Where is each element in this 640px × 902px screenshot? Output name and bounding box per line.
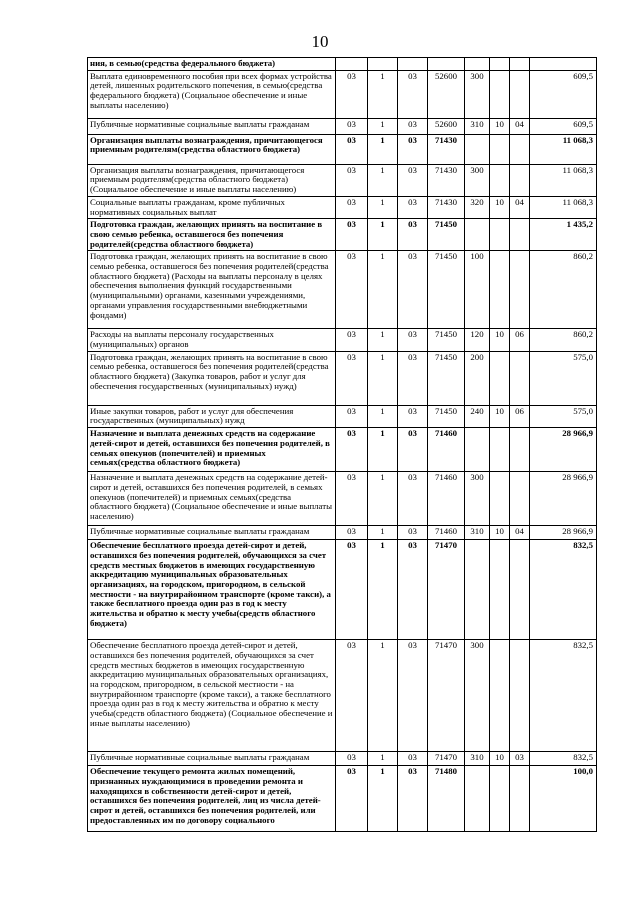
cell-subsection: 03 xyxy=(398,196,428,218)
table-row xyxy=(88,405,597,427)
cell-subsection: 03 xyxy=(398,428,428,472)
cell-expense-type xyxy=(465,540,490,640)
cell-extra-code xyxy=(510,428,530,472)
cell-section: 1 xyxy=(368,251,398,329)
cell-subsection: 03 xyxy=(398,251,428,329)
table-row xyxy=(88,640,597,752)
cell-expense-type xyxy=(465,134,490,164)
cell-extra-code xyxy=(510,134,530,164)
cell-extra-code xyxy=(510,640,530,752)
cell-kosgu xyxy=(490,540,510,640)
row-name: Иные закупки товаров, работ и услуг для обеспечения государственных (муниципальных) нужд xyxy=(88,405,336,427)
cell-kosgu xyxy=(490,58,510,71)
cell-expense-type: 320 xyxy=(465,196,490,218)
cell-expense-type xyxy=(465,428,490,472)
cell-kosgu xyxy=(490,428,510,472)
cell-grbs: 03 xyxy=(336,540,368,640)
row-name: Подготовка граждан, желающих принять на воспитание в свою семью ребенка, оставшегося без попечения родителей(средства областного бюджета) (Расходы на выплаты персоналу в целях обеспечения выполнения функций государственными (муниципальными) органами, казенными учреждениями, органами управления государственными внебюджетными фондами) xyxy=(88,251,336,329)
cell-expense-type: 310 xyxy=(465,526,490,540)
cell-kosgu xyxy=(490,70,510,118)
table-row xyxy=(88,58,597,71)
cell-grbs: 03 xyxy=(336,640,368,752)
cell-sum: 860,2 xyxy=(530,329,597,351)
cell-subsection: 03 xyxy=(398,405,428,427)
cell-grbs: 03 xyxy=(336,251,368,329)
cell-section: 1 xyxy=(368,526,398,540)
row-name: Подготовка граждан, желающих принять на воспитание в свою семью ребенка, оставшегося без попечения родителей(средства областного бюджета) (Закупка товаров, работ и услуг для обеспечения государственных (муниципальных) нужд) xyxy=(88,351,336,405)
table-row xyxy=(88,526,597,540)
cell-sum: 11 068,3 xyxy=(530,134,597,164)
cell-subsection: 03 xyxy=(398,540,428,640)
cell-sum: 11 068,3 xyxy=(530,164,597,196)
cell-expense-type: 300 xyxy=(465,164,490,196)
table-row xyxy=(88,472,597,526)
cell-section: 1 xyxy=(368,405,398,427)
cell-extra-code xyxy=(510,251,530,329)
cell-section: 1 xyxy=(368,540,398,640)
cell-target-article: 71450 xyxy=(428,351,465,405)
row-name: Обеспечение текущего ремонта жилых помещений, признанных нуждающимися в проведении ремонта и находящихся в собственности детей-сирот и детей, оставшихся без попечения родителей, лиц из числа детей-сирот и детей, оставшихся без попечения родителей, или предоставленных им по договору социального xyxy=(88,766,336,832)
cell-kosgu xyxy=(490,640,510,752)
cell-kosgu xyxy=(490,164,510,196)
cell-target-article: 71450 xyxy=(428,251,465,329)
cell-sum: 832,5 xyxy=(530,640,597,752)
cell-expense-type xyxy=(465,766,490,832)
cell-extra-code: 03 xyxy=(510,752,530,766)
cell-target-article: 71450 xyxy=(428,329,465,351)
cell-sum: 100,0 xyxy=(530,766,597,832)
cell-extra-code: 04 xyxy=(510,526,530,540)
cell-kosgu xyxy=(490,351,510,405)
cell-kosgu xyxy=(490,251,510,329)
cell-extra-code xyxy=(510,219,530,251)
cell-extra-code: 04 xyxy=(510,118,530,134)
cell-grbs: 03 xyxy=(336,164,368,196)
cell-subsection: 03 xyxy=(398,164,428,196)
row-name: Организация выплаты вознаграждения, причитающегося приемным родителям(средства областного бюджета) xyxy=(88,134,336,164)
cell-grbs: 03 xyxy=(336,118,368,134)
cell-subsection: 03 xyxy=(398,526,428,540)
cell-extra-code xyxy=(510,766,530,832)
cell-expense-type xyxy=(465,58,490,71)
table-row xyxy=(88,196,597,218)
cell-extra-code: 06 xyxy=(510,405,530,427)
cell-section xyxy=(368,58,398,71)
cell-grbs: 03 xyxy=(336,766,368,832)
cell-subsection: 03 xyxy=(398,70,428,118)
row-name: Расходы на выплаты персоналу государственных (муниципальных) органов xyxy=(88,329,336,351)
cell-grbs: 03 xyxy=(336,70,368,118)
cell-expense-type: 100 xyxy=(465,251,490,329)
table-row xyxy=(88,70,597,118)
cell-expense-type: 200 xyxy=(465,351,490,405)
cell-sum xyxy=(530,58,597,71)
cell-subsection: 03 xyxy=(398,766,428,832)
cell-section: 1 xyxy=(368,134,398,164)
cell-section: 1 xyxy=(368,752,398,766)
cell-subsection: 03 xyxy=(398,134,428,164)
cell-sum: 575,0 xyxy=(530,351,597,405)
table-row xyxy=(88,134,597,164)
cell-subsection: 03 xyxy=(398,329,428,351)
table-row xyxy=(88,752,597,766)
cell-target-article: 71470 xyxy=(428,752,465,766)
cell-grbs: 03 xyxy=(336,526,368,540)
table-row xyxy=(88,540,597,640)
cell-grbs: 03 xyxy=(336,134,368,164)
cell-subsection: 03 xyxy=(398,351,428,405)
cell-subsection: 03 xyxy=(398,219,428,251)
cell-subsection: 03 xyxy=(398,118,428,134)
cell-section: 1 xyxy=(368,329,398,351)
row-name: Обеспечение бесплатного проезда детей-сирот и детей, оставшихся без попечения родителей, обучающихся за счет средств местных бюджетов в имеющих государственную аккредитацию муниципальных образовательных организациях, на городском, пригородном, в сельской местности - на внутрирайонном транспорте (кроме такси), а также бесплатного проезда один раз в год к месту жительства и обратно к месту учебы(средств областного бюджета) (Социальное обеспечение и иные выплаты населению) xyxy=(88,640,336,752)
cell-extra-code: 06 xyxy=(510,329,530,351)
cell-sum: 609,5 xyxy=(530,70,597,118)
cell-grbs: 03 xyxy=(336,219,368,251)
cell-section: 1 xyxy=(368,196,398,218)
cell-target-article xyxy=(428,58,465,71)
cell-section: 1 xyxy=(368,164,398,196)
cell-kosgu: 10 xyxy=(490,526,510,540)
cell-sum: 832,5 xyxy=(530,752,597,766)
cell-section: 1 xyxy=(368,472,398,526)
cell-extra-code xyxy=(510,58,530,71)
cell-subsection: 03 xyxy=(398,752,428,766)
cell-grbs: 03 xyxy=(336,472,368,526)
cell-section: 1 xyxy=(368,640,398,752)
row-name: Выплата единовременного пособия при всех формах устройства детей, лишенных родительского попечения, в семью(средства федерального бюджета) (Социальное обеспечение и иные выплаты населению) xyxy=(88,70,336,118)
cell-expense-type: 300 xyxy=(465,640,490,752)
cell-expense-type: 310 xyxy=(465,752,490,766)
cell-grbs: 03 xyxy=(336,428,368,472)
cell-target-article: 71460 xyxy=(428,428,465,472)
cell-sum: 860,2 xyxy=(530,251,597,329)
cell-expense-type: 240 xyxy=(465,405,490,427)
cell-extra-code xyxy=(510,70,530,118)
cell-target-article: 71470 xyxy=(428,640,465,752)
cell-kosgu: 10 xyxy=(490,118,510,134)
cell-subsection xyxy=(398,58,428,71)
cell-target-article: 71470 xyxy=(428,540,465,640)
cell-section: 1 xyxy=(368,118,398,134)
cell-sum: 28 966,9 xyxy=(530,428,597,472)
table-row xyxy=(88,164,597,196)
row-name: Социальные выплаты гражданам, кроме публичных нормативных социальных выплат xyxy=(88,196,336,218)
cell-section: 1 xyxy=(368,351,398,405)
cell-target-article: 52600 xyxy=(428,118,465,134)
cell-sum: 28 966,9 xyxy=(530,526,597,540)
row-name: Назначение и выплата денежных средств на содержание детей-сирот и детей, оставшихся без попечения родителей, в семьях опекунов (попечителей) и приемных семьях(средства областного бюджета) (Социальное обеспечение и иные выплаты населению) xyxy=(88,472,336,526)
cell-kosgu xyxy=(490,219,510,251)
cell-kosgu xyxy=(490,134,510,164)
cell-target-article: 52600 xyxy=(428,70,465,118)
cell-sum: 11 068,3 xyxy=(530,196,597,218)
cell-grbs xyxy=(336,58,368,71)
cell-sum: 609,5 xyxy=(530,118,597,134)
cell-kosgu: 10 xyxy=(490,329,510,351)
cell-grbs: 03 xyxy=(336,405,368,427)
cell-section: 1 xyxy=(368,70,398,118)
budget-table-body xyxy=(88,58,597,832)
cell-kosgu: 10 xyxy=(490,196,510,218)
table-row xyxy=(88,766,597,832)
table-row xyxy=(88,428,597,472)
cell-target-article: 71460 xyxy=(428,472,465,526)
cell-grbs: 03 xyxy=(336,329,368,351)
cell-extra-code xyxy=(510,540,530,640)
cell-target-article: 71450 xyxy=(428,405,465,427)
row-name: Публичные нормативные социальные выплаты гражданам xyxy=(88,752,336,766)
cell-grbs: 03 xyxy=(336,196,368,218)
budget-table xyxy=(87,57,597,832)
cell-sum: 832,5 xyxy=(530,540,597,640)
cell-kosgu: 10 xyxy=(490,405,510,427)
row-name: Обеспечение бесплатного проезда детей-сирот и детей, оставшихся без попечения родителей, обучающихся за счет средств местных бюджетов в имеющих государственную аккредитацию муниципальных образовательных организациях, на городском, пригородном, в сельской местности - на внутрирайонном транспорте (кроме такси), а также бесплатного проезда один раз в год к месту жительства и обратно к месту учебы(средств областного бюджета) xyxy=(88,540,336,640)
cell-target-article: 71460 xyxy=(428,526,465,540)
row-name: Публичные нормативные социальные выплаты гражданам xyxy=(88,118,336,134)
page-number: 10 xyxy=(311,32,329,51)
row-name: Подготовка граждан, желающих принять на воспитание в свою семью ребенка, оставшегося без попечения родителей(средства областного бюджета) xyxy=(88,219,336,251)
cell-subsection: 03 xyxy=(398,640,428,752)
cell-target-article: 71480 xyxy=(428,766,465,832)
cell-section: 1 xyxy=(368,428,398,472)
cell-target-article: 71430 xyxy=(428,164,465,196)
cell-section: 1 xyxy=(368,219,398,251)
cell-extra-code: 04 xyxy=(510,196,530,218)
table-row xyxy=(88,251,597,329)
row-name: ния, в семью(средства федерального бюджета) xyxy=(88,58,336,71)
table-row xyxy=(88,219,597,251)
row-name: Организация выплаты вознаграждения, причитающегося приемным родителям(средства областного бюджета) (Социальное обеспечение и иные выплаты населению) xyxy=(88,164,336,196)
cell-expense-type: 120 xyxy=(465,329,490,351)
cell-sum: 575,0 xyxy=(530,405,597,427)
cell-expense-type: 310 xyxy=(465,118,490,134)
cell-expense-type: 300 xyxy=(465,472,490,526)
cell-target-article: 71430 xyxy=(428,196,465,218)
row-name: Назначение и выплата денежных средств на содержание детей-сирот и детей, оставшихся без попечения родителей, в семьях опекунов (попечителей) и приемных семьях(средства областного бюджета) xyxy=(88,428,336,472)
cell-target-article: 71450 xyxy=(428,219,465,251)
cell-subsection: 03 xyxy=(398,472,428,526)
table-row xyxy=(88,351,597,405)
cell-grbs: 03 xyxy=(336,752,368,766)
table-row xyxy=(88,329,597,351)
cell-section: 1 xyxy=(368,766,398,832)
cell-kosgu xyxy=(490,472,510,526)
cell-extra-code xyxy=(510,351,530,405)
cell-kosgu: 10 xyxy=(490,752,510,766)
cell-expense-type: 300 xyxy=(465,70,490,118)
cell-kosgu xyxy=(490,766,510,832)
cell-expense-type xyxy=(465,219,490,251)
cell-sum: 1 435,2 xyxy=(530,219,597,251)
cell-sum: 28 966,9 xyxy=(530,472,597,526)
row-name: Публичные нормативные социальные выплаты гражданам xyxy=(88,526,336,540)
cell-extra-code xyxy=(510,164,530,196)
cell-target-article: 71430 xyxy=(428,134,465,164)
cell-grbs: 03 xyxy=(336,351,368,405)
cell-extra-code xyxy=(510,472,530,526)
table-row xyxy=(88,118,597,134)
